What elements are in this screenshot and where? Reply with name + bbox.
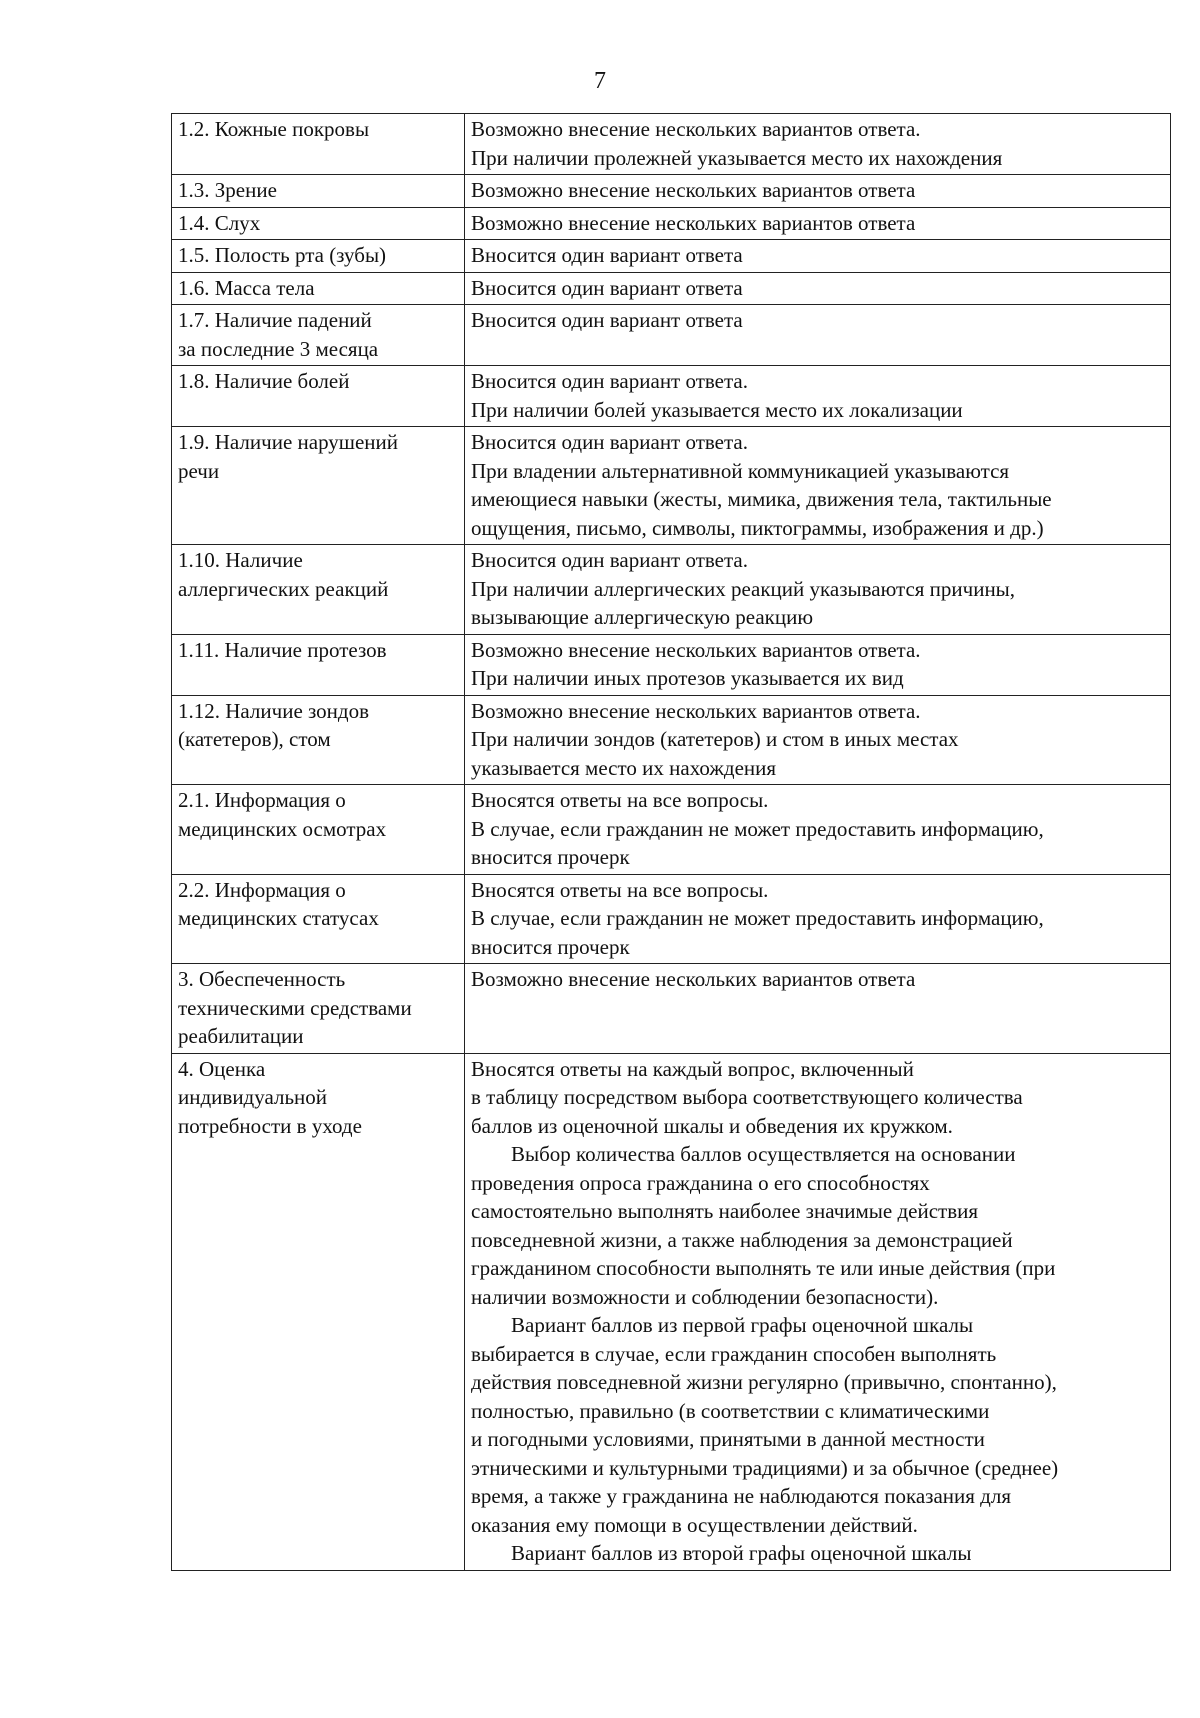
section-name-cell bbox=[172, 175, 465, 208]
table-row bbox=[172, 114, 1171, 175]
instruction-cell bbox=[465, 874, 1171, 964]
instruction-line: Вариант баллов из второй графы оценочной шкалы bbox=[511, 1541, 972, 1565]
instruction-cell bbox=[465, 305, 1171, 366]
section-name-cell bbox=[172, 874, 465, 964]
instruction-line: Возможно внесение нескольких вариантов ответа. bbox=[471, 698, 921, 723]
section-name-line: 1.6. Масса тела bbox=[178, 275, 315, 300]
instruction-cell bbox=[465, 272, 1171, 305]
section-name-line: реабилитации bbox=[178, 1024, 304, 1048]
instruction-line: Возможно внесение нескольких вариантов ответа bbox=[471, 210, 916, 235]
instruction-line: При наличии аллергических реакций указываются причины, bbox=[471, 576, 1016, 601]
section-name-line: 2.2. Информация о bbox=[178, 877, 346, 902]
instruction-line: При наличии болей указывается место их локализации bbox=[471, 397, 963, 422]
section-name-cell bbox=[172, 1053, 465, 1570]
instruction-line: Возможно внесение нескольких вариантов ответа. bbox=[471, 637, 921, 662]
section-name-line: потребности в уходе bbox=[178, 1113, 362, 1138]
instruction-line: В случае, если гражданин не может предоставить информацию, bbox=[471, 906, 1044, 930]
table-row bbox=[172, 545, 1171, 635]
instructions-table bbox=[171, 113, 1171, 1571]
section-name-line: 1.5. Полость рта (зубы) bbox=[178, 243, 387, 267]
table-row bbox=[172, 272, 1171, 305]
instruction-cell bbox=[465, 695, 1171, 785]
instruction-cell bbox=[465, 366, 1171, 427]
instruction-line: самостоятельно выполнять наиболее значимые действия bbox=[471, 1199, 979, 1223]
section-name-line: 1.8. Наличие болей bbox=[178, 369, 350, 393]
instruction-line: При владении альтернативной коммуникацией указываются bbox=[471, 458, 1010, 483]
instruction-line: Вносятся ответы на каждый вопрос, включенный bbox=[471, 1056, 914, 1081]
section-name-cell bbox=[172, 427, 465, 545]
instruction-line: повседневной жизни, а также наблюдения за демонстрацией bbox=[471, 1227, 1013, 1252]
instruction-line: Вносится один вариант ответа. bbox=[471, 369, 748, 393]
section-name-line: 1.9. Наличие нарушений bbox=[178, 430, 398, 454]
section-name-line: техническими средствами bbox=[178, 995, 412, 1020]
instruction-cell bbox=[465, 207, 1171, 240]
instruction-line: в таблицу посредством выбора соответствующего количества bbox=[471, 1085, 1023, 1109]
page-number: 7 bbox=[594, 68, 606, 94]
instruction-line: действия повседневной жизни регулярно (привычно, спонтанно), bbox=[471, 1370, 1057, 1394]
instruction-line: имеющиеся навыки (жесты, мимика, движения тела, тактильные bbox=[471, 487, 1052, 511]
instruction-cell bbox=[465, 427, 1171, 545]
table-body bbox=[172, 114, 1171, 1571]
instruction-line: указывается место их нахождения bbox=[471, 755, 777, 780]
section-name-cell bbox=[172, 240, 465, 273]
table-row bbox=[172, 785, 1171, 875]
table-row bbox=[172, 175, 1171, 208]
instruction-line: наличии возможности и соблюдении безопасности). bbox=[471, 1284, 939, 1309]
section-name-cell bbox=[172, 366, 465, 427]
instruction-line: Возможно внесение нескольких вариантов ответа bbox=[471, 178, 916, 202]
table-row bbox=[172, 634, 1171, 695]
instruction-cell bbox=[465, 964, 1171, 1054]
section-name-line: медицинских статусах bbox=[178, 906, 379, 930]
instruction-line: В случае, если гражданин не может предоставить информацию, bbox=[471, 816, 1044, 841]
instruction-line: Вариант баллов из первой графы оценочной шкалы bbox=[511, 1313, 974, 1337]
instruction-cell bbox=[465, 114, 1171, 175]
table-row bbox=[172, 240, 1171, 273]
instruction-cell bbox=[465, 634, 1171, 695]
section-name-cell bbox=[172, 785, 465, 875]
section-name-cell bbox=[172, 634, 465, 695]
instruction-line: Вносится один вариант ответа bbox=[471, 243, 743, 267]
section-name-line: 4. Оценка bbox=[178, 1056, 266, 1081]
section-name-cell bbox=[172, 545, 465, 635]
instruction-line: ощущения, письмо, символы, пиктограммы, изображения и др.) bbox=[471, 515, 1044, 540]
instruction-line: При наличии пролежней указывается место их нахождения bbox=[471, 145, 1003, 170]
instruction-line: вызывающие аллергическую реакцию bbox=[471, 605, 814, 629]
instruction-line: и погодными условиями, принятыми в данной местности bbox=[471, 1427, 985, 1451]
section-name-cell bbox=[172, 207, 465, 240]
instruction-line: Вносится один вариант ответа. bbox=[471, 430, 748, 454]
table-row bbox=[172, 964, 1171, 1054]
section-name-cell bbox=[172, 114, 465, 175]
section-name-line: медицинских осмотрах bbox=[178, 816, 387, 841]
table-row bbox=[172, 305, 1171, 366]
section-name-line: за последние 3 месяца bbox=[178, 336, 379, 361]
instruction-line: гражданином способности выполнять те или иные действия (при bbox=[471, 1256, 1056, 1280]
section-name-cell bbox=[172, 305, 465, 366]
instruction-cell bbox=[465, 175, 1171, 208]
section-name-line: 1.11. Наличие протезов bbox=[178, 637, 387, 662]
instruction-line: Вносятся ответы на все вопросы. bbox=[471, 877, 769, 902]
instruction-line: этническими и культурными традициями) и за обычное (среднее) bbox=[471, 1455, 1059, 1480]
section-name-line: 1.10. Наличие bbox=[178, 548, 303, 572]
section-name-cell bbox=[172, 964, 465, 1054]
instruction-line: баллов из оценочной шкалы и обведения их кружком. bbox=[471, 1113, 953, 1138]
instruction-line: оказания ему помощи в осуществлении действий. bbox=[471, 1512, 918, 1537]
section-name-cell bbox=[172, 695, 465, 785]
instruction-cell bbox=[465, 1053, 1171, 1570]
section-name-line: аллергических реакций bbox=[178, 576, 389, 601]
instruction-line: выбирается в случае, если гражданин способен выполнять bbox=[471, 1341, 997, 1366]
table-row bbox=[172, 1053, 1171, 1570]
instruction-line: Возможно внесение нескольких вариантов ответа bbox=[471, 967, 916, 991]
instruction-cell bbox=[465, 240, 1171, 273]
instruction-line: Вносится один вариант ответа bbox=[471, 308, 743, 332]
section-name-line: 1.12. Наличие зондов bbox=[178, 698, 370, 723]
instruction-cell bbox=[465, 785, 1171, 875]
instruction-line: Вносится один вариант ответа bbox=[471, 275, 743, 300]
instruction-line: Вносятся ответы на все вопросы. bbox=[471, 788, 769, 812]
instruction-line: полностью, правильно (в соответствии с климатическими bbox=[471, 1398, 990, 1423]
table-row bbox=[172, 207, 1171, 240]
instruction-line: вносится прочерк bbox=[471, 845, 630, 869]
section-name-line: 1.7. Наличие падений bbox=[178, 308, 372, 332]
section-name-line: 1.4. Слух bbox=[178, 210, 261, 235]
section-name-line: 1.2. Кожные покровы bbox=[178, 117, 370, 141]
section-name-line: 1.3. Зрение bbox=[178, 178, 277, 202]
instruction-line: Возможно внесение нескольких вариантов ответа. bbox=[471, 117, 921, 141]
instruction-line: Выбор количества баллов осуществляется на основании bbox=[511, 1142, 1016, 1166]
section-name-line: индивидуальной bbox=[178, 1085, 327, 1109]
section-name-line: речи bbox=[178, 458, 220, 483]
table-row bbox=[172, 366, 1171, 427]
instruction-cell bbox=[465, 545, 1171, 635]
instruction-line: вносится прочерк bbox=[471, 934, 630, 959]
table-row bbox=[172, 695, 1171, 785]
section-name-line: (катетеров), стом bbox=[178, 727, 331, 751]
instruction-line: При наличии зондов (катетеров) и стом в иных местах bbox=[471, 727, 959, 751]
instruction-line: время, а также у гражданина не наблюдаются показания для bbox=[471, 1484, 1011, 1508]
section-name-line: 3. Обеспеченность bbox=[178, 967, 346, 991]
table-row bbox=[172, 874, 1171, 964]
section-name-cell bbox=[172, 272, 465, 305]
section-name-line: 2.1. Информация о bbox=[178, 788, 346, 812]
instruction-line: Вносится один вариант ответа. bbox=[471, 548, 748, 572]
instruction-line: проведения опроса гражданина о его способностях bbox=[471, 1170, 930, 1195]
instruction-line: При наличии иных протезов указывается их вид bbox=[471, 666, 904, 690]
table-row bbox=[172, 427, 1171, 545]
